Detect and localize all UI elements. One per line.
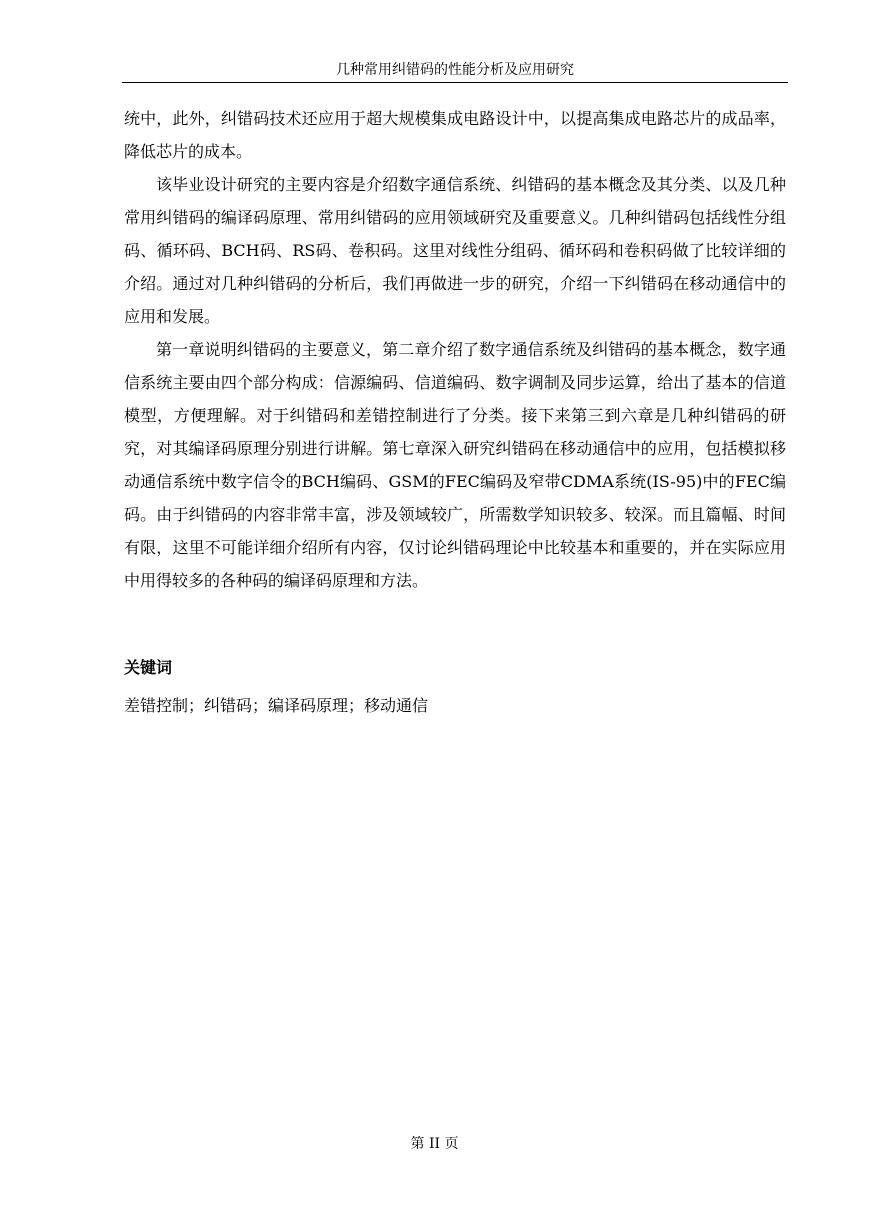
paragraph-continuation: 统中，此外，纠错码技术还应用于超大规模集成电路设计中，以提高集成电路芯片的成品率，降低芯片的成本。	[124, 109, 786, 161]
paragraph-chapter-overview: 第一章说明纠错码的主要意义，第二章介绍了数字通信系统及纠错码的基本概念，数字通信系统主要由四个部分构成：信源编码、信道编码、数字调制及同步运算，给出了基本的信道模型，方便理解。对于纠错码和差错控制进行了分类。接下来第三到六章是几种纠错码的研究，对其编译码原理分别进行讲解。第七章深入研究纠错码在移动通信中的应用，包括模拟移动通信系统中数字信令的BCH编码、GSM的FEC编码及窄带CDMA系统(IS-95)中的FEC编码。由于纠错码的内容非常丰富，涉及领域较广，所需数学知识较多、较深。而且篇幅、时间有限，这里不可能详细介绍所有内容，仅讨论纠错码理论中比较基本和重要的，并在实际应用中用得较多的各种码的编译码原理和方法。	[124, 340, 786, 590]
page-number: 第 II 页	[410, 1136, 459, 1152]
keywords-heading: 关键词	[124, 658, 173, 677]
header-divider	[122, 82, 788, 83]
abstract-body	[124, 102, 786, 597]
paragraph-research-content: 该毕业设计研究的主要内容是介绍数字通信系统、纠错码的基本概念及其分类、以及几种常用纠错码的编译码原理、常用纠错码的应用领域研究及重要意义。几种纠错码包括线性分组码、循环码、BCH码、RS码、卷积码。这里对线性分组码、循环码和卷积码做了比较详细的介绍。通过对几种纠错码的分析后，我们再做进一步的研究，介绍一下纠错码在移动通信中的应用和发展。	[124, 175, 786, 326]
running-header: 几种常用纠错码的性能分析及应用研究	[336, 62, 574, 78]
keywords-list: 差错控制；纠错码；编译码原理；移动通信	[124, 696, 429, 715]
